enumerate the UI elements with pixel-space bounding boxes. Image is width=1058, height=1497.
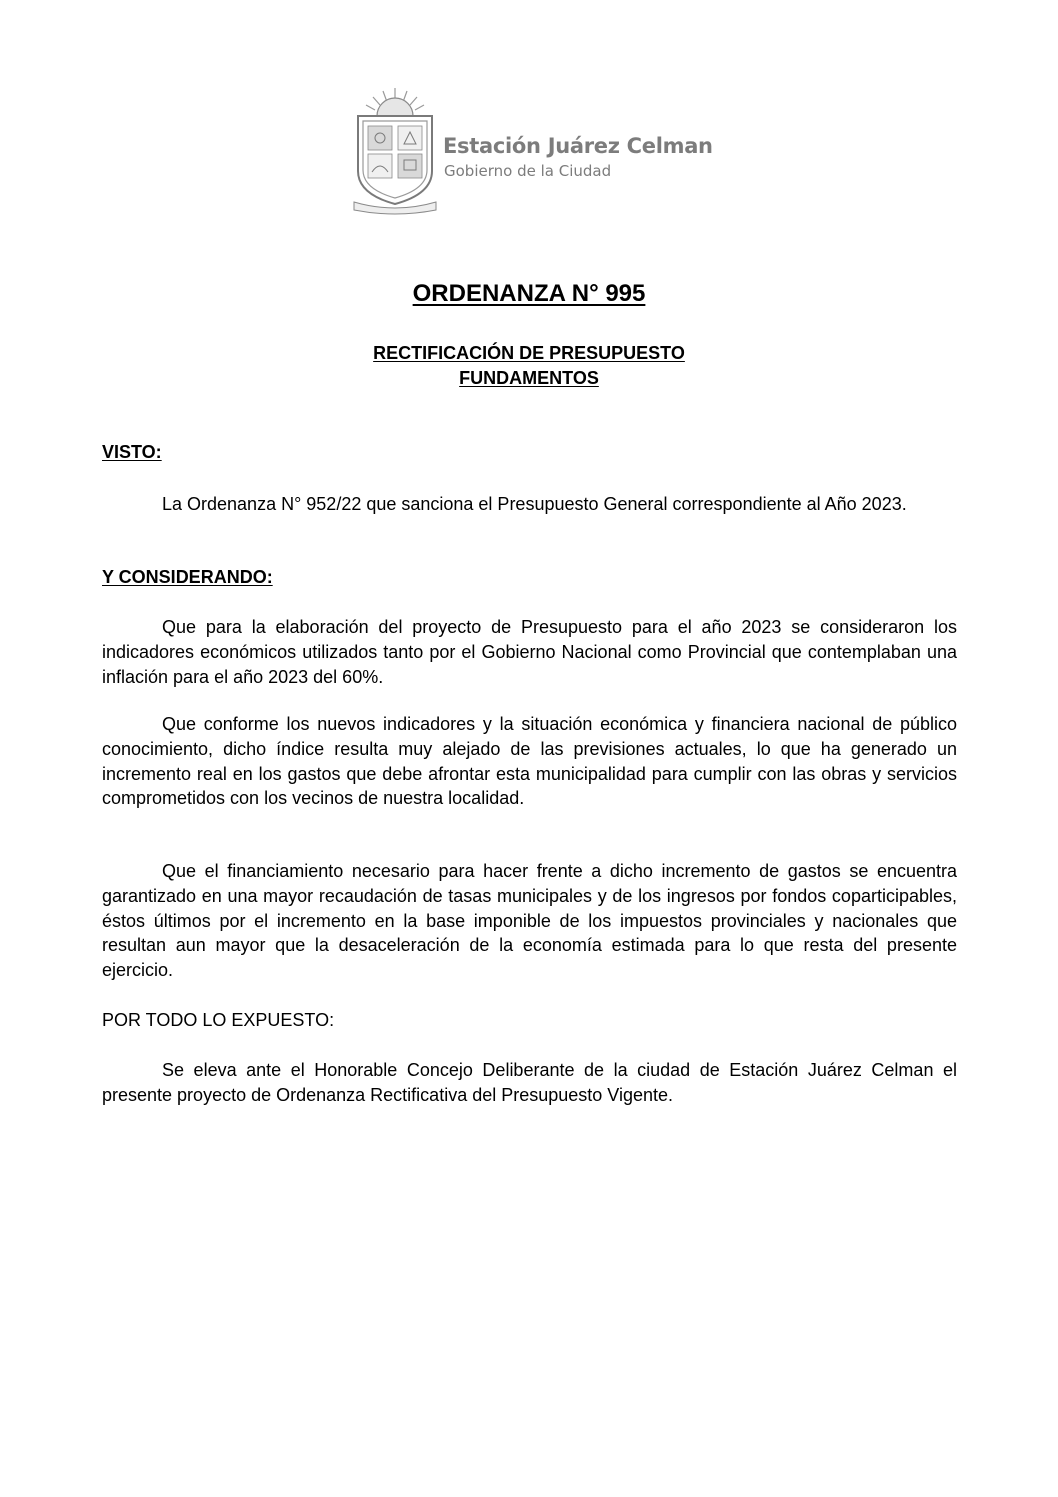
considerando-heading: Y CONSIDERANDO:: [102, 567, 273, 587]
expuesto-heading: POR TODO LO EXPUESTO:: [102, 1010, 335, 1030]
considerando-paragraph-3: Que el financiamiento necesario para hacer frente a dicho incremento de gastos se encuentra garantizado en una mayor recaudación de tasas municipales y de los ingresos por fondos coparticipables, éstos últimos por el incremento en la base imponible de los impuestos provinciales y nacionales que resultan aun mayor que la desaceleración de la economía estimada para lo que resta del presente ejercicio.: [102, 861, 957, 981]
visto-paragraph: La Ordenanza N° 952/22 que sanciona el Presupuesto General correspondiente al Año 2023.: [162, 494, 907, 514]
organization-name: Estación Juárez Celman: [443, 134, 713, 158]
considerando-paragraph-1: Que para la elaboración del proyecto de Presupuesto para el año 2023 se consideraron los indicadores económicos utilizados tanto por el Gobierno Nacional como Provincial que contemplaban una inflación para el año 2023 del 60%.: [102, 617, 957, 687]
document-title: ORDENANZA N° 995: [412, 280, 646, 307]
document-subtitle: RECTIFICACIÓN DE PRESUPUESTO: [373, 343, 685, 363]
expuesto-paragraph: Se eleva ante el Honorable Concejo Deliberante de la ciudad de Estación Juárez Celman el presente proyecto de Ordenanza Rectificativa del Presupuesto Vigente.: [102, 1060, 957, 1105]
considerando-paragraph-2: Que conforme los nuevos indicadores y la situación económica y financiera nacional de público conocimiento, dicho índice resulta muy alejado de las previsiones actuales, lo que ha generado un incremento real en los gastos que debe afrontar esta municipalidad para cumplir con las obras y servicios comprometidos con los vecinos de nuestra localidad.: [102, 714, 957, 809]
municipal-crest-logo: [350, 86, 440, 216]
organization-subtitle: Gobierno de la Ciudad: [444, 162, 612, 180]
letterhead: [350, 86, 713, 216]
section-fundamentos-heading: FUNDAMENTOS: [459, 368, 599, 388]
visto-heading: VISTO:: [102, 442, 162, 462]
